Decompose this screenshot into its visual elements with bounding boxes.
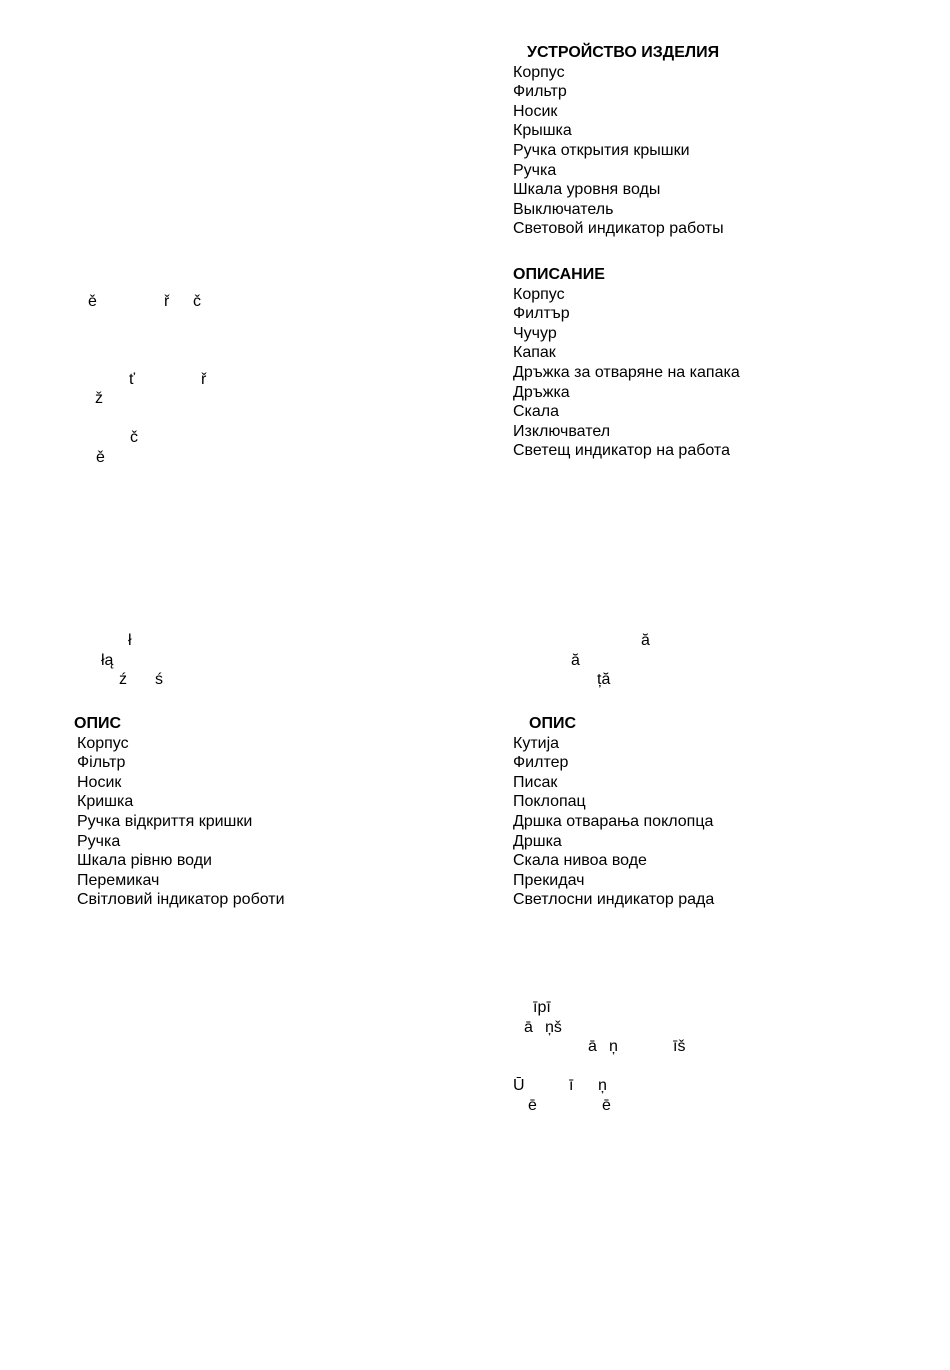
section-ru-item-3: Носик — [513, 102, 558, 120]
fragment-ro-2: ă — [571, 652, 580, 669]
section-sr-item-7: Скала нивоа воде — [513, 852, 647, 870]
fragment-cz-6: ž — [95, 390, 103, 407]
section-sr-item-3: Писак — [513, 773, 558, 791]
section-bg-item-9: Светещ индикатор на работа — [513, 442, 730, 460]
fragment-lv-3: ņš — [545, 1019, 562, 1036]
section-uk-heading: ОПИС — [74, 715, 121, 732]
fragment-lv-4: ā — [588, 1038, 597, 1055]
section-ru-item-7: Шкала уровня воды — [513, 181, 661, 199]
section-sr-heading: ОПИС — [529, 715, 576, 732]
section-sr-item-8: Прекидач — [513, 871, 585, 889]
section-bg-item-1: Корпус — [513, 285, 565, 303]
section-uk-item-6: Ручка — [77, 832, 121, 850]
section-sr-item-1: Кутија — [513, 734, 560, 752]
fragment-lv-5: ņ — [609, 1038, 618, 1055]
section-sr-item-6: Дршка — [513, 832, 562, 850]
section-uk-item-4: Кришка — [77, 793, 134, 811]
fragment-lv-2: ā — [524, 1019, 533, 1036]
section-uk — [74, 714, 285, 910]
fragment-pl-4: ś — [155, 671, 163, 688]
fragment-lv-9: ņ — [598, 1077, 607, 1094]
section-ru-item-6: Ручка — [513, 161, 557, 179]
section-uk-item-3: Носик — [77, 773, 122, 791]
section-ru-item-9: Световой индикатор работы — [513, 220, 724, 238]
fragment-ro-3: ță — [597, 671, 611, 688]
fragment-pl-2: łą — [101, 652, 114, 669]
section-bg-item-4: Капак — [513, 344, 556, 362]
fragment-cz-2: ř — [164, 293, 170, 310]
fragment-cz-5: ř — [201, 371, 207, 388]
section-ru-item-5: Ручка открытия крышки — [513, 141, 690, 159]
section-ru — [513, 43, 724, 239]
section-bg-item-2: Филтър — [513, 305, 570, 323]
section-uk-item-7: Шкала рівню води — [77, 852, 212, 870]
section-sr-item-2: Филтер — [513, 754, 569, 772]
fragment-cz-1: ě — [88, 293, 97, 310]
section-ru-item-2: Фильтр — [513, 83, 567, 101]
fragment-lv-10: ē — [528, 1097, 537, 1114]
fragment-cz-8: ě — [96, 449, 105, 466]
section-ru-item-8: Выключатель — [513, 200, 614, 218]
section-bg-item-5: Дръжка за отваряне на капака — [513, 363, 740, 381]
fragment-cz-3: č — [193, 293, 201, 310]
section-bg-heading: ОПИСАНИЕ — [513, 266, 605, 283]
section-uk-item-8: Перемикач — [77, 871, 160, 889]
section-bg-item-6: Дръжка — [513, 383, 570, 401]
section-ru-heading: УСТРОЙСТВО ИЗДЕЛИЯ — [527, 44, 720, 61]
section-bg — [513, 265, 740, 461]
fragment-ro-1: ă — [641, 632, 650, 649]
section-uk-item-9: Світловий індикатор роботи — [77, 891, 285, 909]
fragment-cz-7: č — [130, 429, 138, 446]
section-ru-item-1: Корпус — [513, 63, 565, 81]
fragment-lv-8: ī — [569, 1077, 574, 1094]
fragment-lv-11: ē — [602, 1097, 611, 1114]
section-uk-item-2: Фільтр — [77, 754, 126, 772]
section-ru-item-4: Крышка — [513, 122, 572, 140]
fragment-lv-6: īš — [673, 1038, 686, 1055]
section-uk-item-1: Корпус — [77, 734, 129, 752]
section-uk-item-5: Ручка відкриття кришки — [77, 812, 253, 830]
section-sr — [513, 714, 714, 910]
fragment-pl-1: ł — [128, 632, 132, 649]
fragment-cz-4: ť — [129, 371, 135, 388]
section-sr-item-9: Светлосни индикатор рада — [513, 891, 715, 909]
section-bg-item-3: Чучур — [513, 324, 557, 342]
section-sr-item-4: Поклопац — [513, 793, 586, 811]
fragment-pl-3: ź — [119, 671, 127, 688]
fragment-lv-7: Ū — [513, 1077, 525, 1094]
fragment-lv-1: īpī — [533, 999, 551, 1016]
section-bg-item-7: Скала — [513, 403, 560, 421]
section-bg-item-8: Изключвател — [513, 422, 611, 440]
section-sr-item-5: Дршка отварања поклопца — [513, 812, 714, 830]
